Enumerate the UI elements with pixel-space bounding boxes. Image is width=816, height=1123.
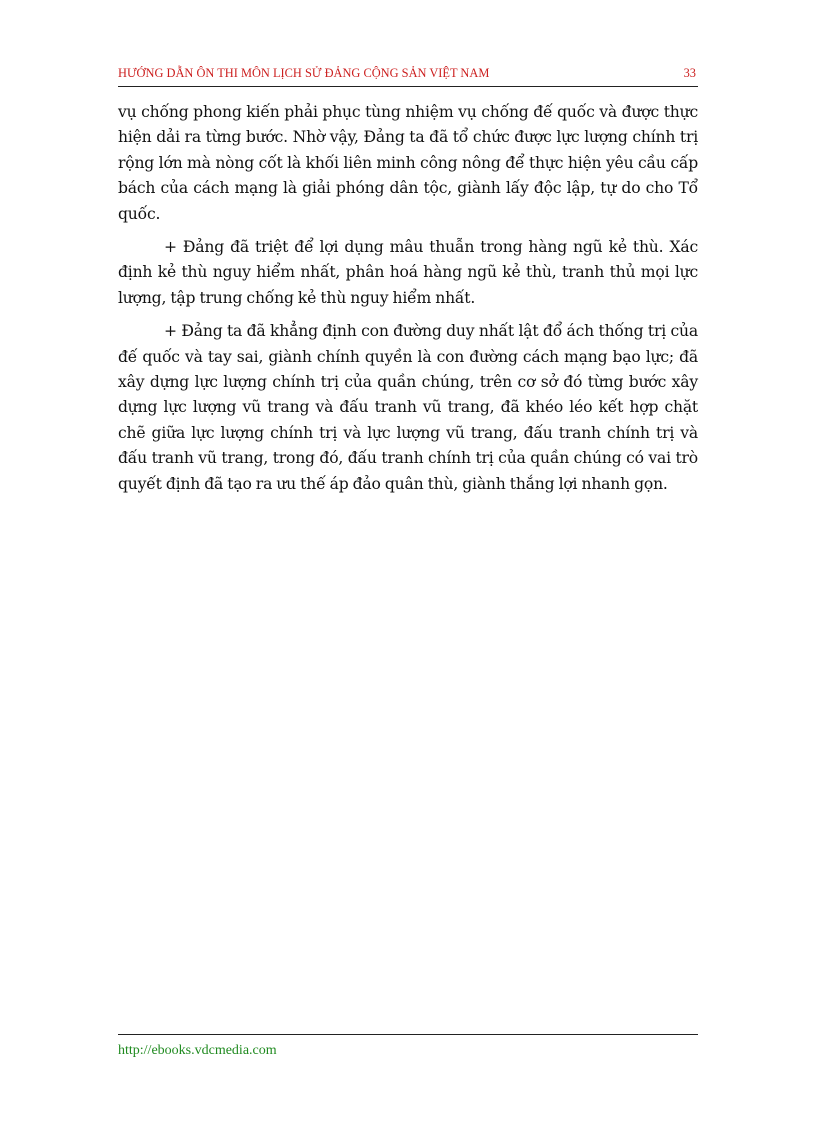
header-title: HƯỚNG DẪN ÔN THI MÔN LỊCH SỬ ĐẢNG CỘNG SẢN VIỆT NAM — [118, 66, 490, 80]
paragraph-continuation: vụ chống phong kiến phải phục tùng nhiệm vụ chống đế quốc và được thực hiện dải ra từng bước. Nhờ vậy, Đảng ta đã tổ chức được lực lượng chính trị rộng lớn mà nòng cốt là khối liên minh công nông để thực hiện yêu cầu cấp bách của cách mạng là giải phóng dân tộc, giành lấy độc lập, tự do cho Tổ quốc. — [118, 103, 698, 223]
page-number: 33 — [683, 66, 696, 80]
footer-link[interactable]: http://ebooks.vdcmedia.com — [118, 1043, 277, 1058]
page-header — [118, 64, 698, 87]
paragraph-exploit-contradictions: + Đảng đã triệt để lợi dụng mâu thuẫn trong hàng ngũ kẻ thù. Xác định kẻ thù nguy hiểm nhất, phân hoá hàng ngũ kẻ thù, tranh thủ mọi lực lượng, tập trung chống kẻ thù nguy hiểm nhất. — [118, 238, 698, 307]
page-content — [118, 100, 698, 505]
paragraph-revolutionary-violence: + Đảng ta đã khẳng định con đường duy nhất lật đổ ách thống trị của đế quốc và tay sai, giành chính quyền là con đường cách mạng bạo lực; đã xây dựng lực lượng chính trị của quần chúng, trên cơ sở đó từng bước xây dựng lực lượng vũ trang và đấu tranh vũ trang, đã khéo léo kết hợp chặt chẽ giữa lực lượng chính trị và lực lượng vũ trang, đấu tranh chính trị và đấu tranh vũ trang, trong đó, đấu tranh chính trị của quần chúng có vai trò quyết định đã tạo ra ưu thế áp đảo quân thù, giành thắng lợi nhanh gọn. — [118, 322, 698, 493]
footer-divider — [118, 1034, 698, 1035]
